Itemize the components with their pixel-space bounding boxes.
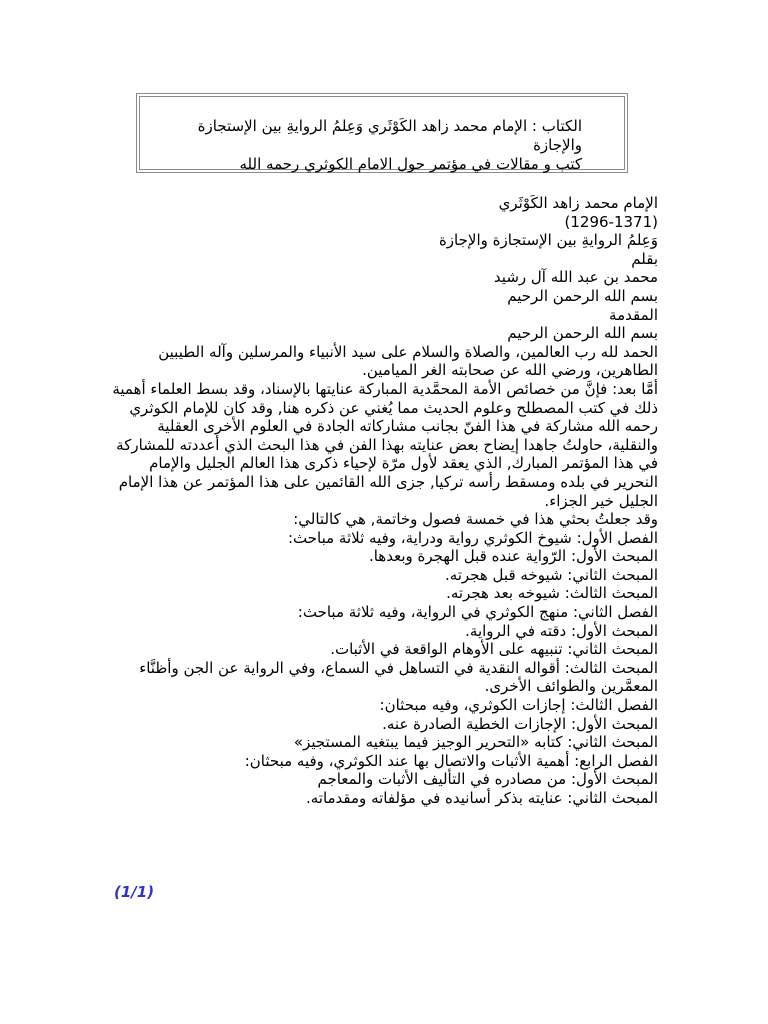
toc-section: المبحث الأول: من مصادره في التأليف الأثبات والمعاجم: [317, 770, 658, 789]
document-body: [112, 194, 658, 808]
by-label: بقلم: [631, 249, 658, 268]
toc-section: المبحث الأول: دقته في الرواية.: [465, 621, 658, 640]
toc-section: المبحث الثاني: عنايته بذكر أسانيده في مؤلفاته ومقدماته.: [305, 789, 658, 807]
header-content: [139, 96, 625, 173]
basmala: بسم الله الرحمن الرحيم: [507, 286, 658, 305]
toc-chapter: الفصل الثالث: إجازات الكوثري، وفيه مبحثان:: [379, 696, 658, 715]
book-title: الكتاب : الإمام محمد زاهد الكَوْثَري وَعِلمُ الروايةِ بين الإستجازة والإجازة: [197, 117, 582, 154]
toc-chapter: الفصل الثاني: منهج الكوثري في الرواية، وفيه ثلاثة مباحث:: [297, 603, 658, 622]
toc-chapter: الفصل الرابع: أهمية الأثبات والاتصال بها عند الكوثري، وفيه مبحثان:: [244, 751, 658, 770]
author-name: الإمام محمد زاهد الكَوْثَري: [498, 194, 658, 212]
toc-section: المبحث الثاني: كتابه «التحرير الوجيز فيما يبتغيه المستجيز»: [293, 733, 658, 752]
author-dates: (1296-1371): [564, 212, 658, 231]
toc-section: المبحث الأول: الرّواية عنده قبل الهجرة وبعدها.: [368, 547, 658, 566]
toc-section: المبحث الثالث: أقواله النقدية في التساهل في السماع، وفي الرواية عن الجن وأظنَّاء المعمَّرين والطوائف الأخرى.: [139, 658, 658, 696]
series-title: كتب و مقالات في مؤتمر حول الامام الكوثري رحمه الله: [239, 155, 582, 173]
header-frame: [136, 93, 628, 173]
toc-section: المبحث الثاني: تنبيهه على الأوهام الواقعة في الأثبات.: [330, 640, 658, 659]
paragraph: أمَّا بعد: فإنَّ من خصائص الأمة المحمَّدية المباركة عنايتها بالإسناد، وقد بسط العلماء أهمية ذلك في كتب المصطلح وعلوم الحديث مما يُغني عن ذكره هنا, وقد كان للإمام الكوثري رحمه الله مشاركة في هذا الفنّ بجانب مشاركاته الجادة في العلوم الأخرى العقلية والنقلية، حاولتُ جاهدا إيضاح بعض عنايته بهذا الفن في هذا البحث الذي أعددته للمشاركة في هذا المؤتمر المبارك, الذي يعقد لأول مرّة لإحياء ذكرى هذا العالم الجليل والإمام النحرير في بلده ومسقط رأسه تركيا, جزى الله القائمين على هذا المؤتمر عن هذا الإمام الجليل خير الجزاء.: [112, 379, 658, 510]
writer-name: محمد بن عبد الله آل رشيد: [493, 268, 658, 287]
subtitle: وَعِلمُ الروايةِ بين الإستجازة والإجازة: [438, 231, 658, 250]
toc-chapter: الفصل الأول: شيوخ الكوثري رواية ودراية، وفيه ثلاثة مباحث:: [287, 528, 658, 547]
paragraph: وقد جعلتُ بحثي هذا في خمسة فصول وخاتمة, هي كالتالي:: [293, 510, 658, 529]
paragraph: الحمد لله رب العالمين، والصلاة والسلام على سيد الأنبياء والمرسلين وآله الطيبين الطاهرين، ورضي الله عن صحابته الغر الميامين.: [158, 342, 658, 380]
toc-section: المبحث الأول: الإجازات الخطية الصادرة عنه.: [382, 714, 658, 733]
page-marker: (1/1): [114, 883, 155, 901]
toc-section: المبحث الثاني: شيوخه قبل هجرته.: [444, 565, 658, 584]
section-heading: المقدمة: [609, 305, 658, 324]
basmala: بسم الله الرحمن الرحيم: [507, 324, 658, 343]
toc-section: المبحث الثالث: شيوخه بعد هجرته.: [446, 584, 658, 603]
